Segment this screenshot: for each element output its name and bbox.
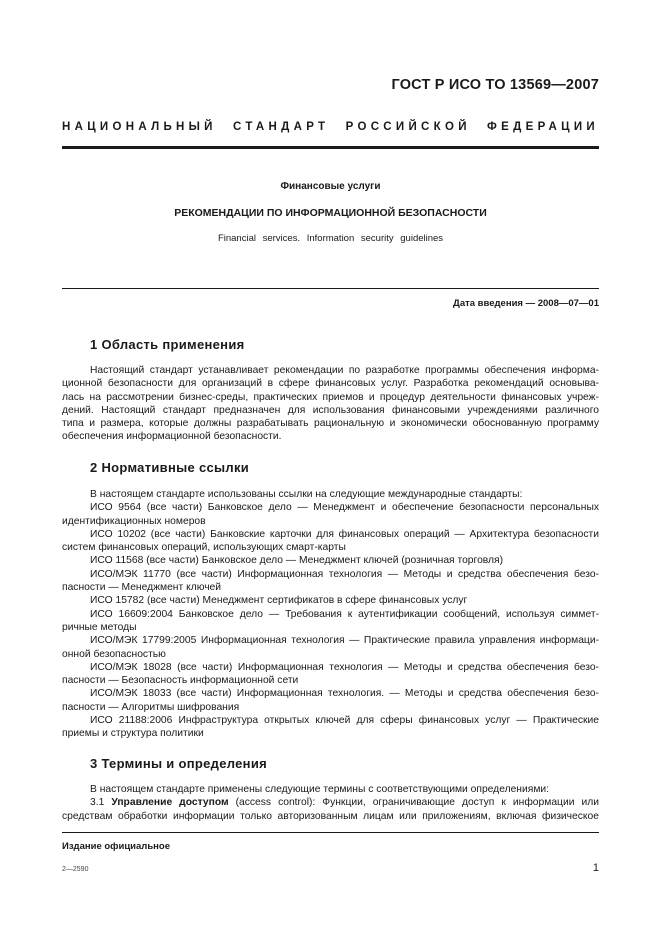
- print-signature: 2—2590: [62, 866, 89, 873]
- introduction-date: Дата введения — 2008—07—01: [453, 298, 599, 309]
- footer-rule: [62, 832, 599, 833]
- reference-line: систем финансовых операций, использующих смарт-карты: [62, 542, 346, 554]
- section-3-heading: 3 Термины и определения: [90, 756, 268, 771]
- document-code: ГОСТ Р ИСО ТО 13569—2007: [391, 77, 599, 93]
- reference-line: приемы и структура политики: [62, 728, 204, 740]
- text-line: типа и размера, которые должны разрабатывать рациональную и экономически обоснованную программу: [62, 418, 599, 430]
- text-line: средствам обработки информации только авторизованным лицам или приложениям, включая физическое: [62, 810, 599, 822]
- text-line: В настоящем стандарте использованы ссылки на следующие международные стандарты:: [90, 489, 523, 500]
- text-line: ционной безопасности для организаций в сфере финансовых услуг. Разработка рекомендаций основыва-: [62, 378, 599, 390]
- reference-line: ИСО 10202 (все части) Банковские карточки для финансовых операций — Архитектура безопасности: [90, 528, 599, 540]
- term-number: 3.1: [90, 797, 105, 809]
- text-line: лась на рассмотрении бизнес-среды, практических приемов и процедур деятельности финансовых учреж-: [62, 391, 599, 403]
- term-definition: (access control): Функции, ограничивающие доступ к информации или: [235, 797, 599, 809]
- reference-line: ИСО/МЭК 11770 (все части) Информационная технология — Методы и средства обеспечения безо-: [90, 568, 599, 580]
- reference-line: ИСО 15782 (все части) Менеджмент сертификатов в сфере финансовых услуг: [90, 595, 468, 607]
- section-3-paragraph: [62, 783, 599, 823]
- title-en: Financial services. Information security guidelines: [217, 233, 444, 244]
- title-ru: РЕКОМЕНДАЦИИ ПО ИНФОРМАЦИОННОЙ БЕЗОПАСНОСТИ: [174, 207, 487, 219]
- reference-line: онной безопасностью: [62, 648, 166, 660]
- reference-line: ИСО/МЭК 18028 (все части) Информационная технология — Методы и средства обеспечения безо-: [90, 661, 599, 673]
- section-1-heading: 1 Область применения: [90, 337, 245, 352]
- reference-line: пасности — Безопасность информационной сети: [62, 675, 299, 687]
- reference-line: ричные методы: [62, 621, 137, 633]
- reference-line: пасности — Алгоритмы шифрования: [62, 701, 240, 713]
- text-line: Настоящий стандарт устанавливает рекомендации по разработке программы обеспечения информа-: [90, 365, 599, 376]
- header-rule: [62, 146, 599, 149]
- reference-line: ИСО 21188:2006 Инфраструктура открытых ключей для сферы финансовых услуг — Практические: [90, 715, 599, 727]
- reference-line: ИСО/МЭК 18033 (все части) Информационная технология. — Методы и средства обеспечения безо-: [90, 688, 599, 700]
- reference-line: ИСО/МЭК 17799:2005 Информационная технология — Практические правила управления информаци-: [90, 635, 599, 647]
- page-number: 1: [592, 862, 599, 874]
- reference-line: пасности — Менеджмент ключей: [62, 582, 222, 594]
- term-line: [62, 796, 599, 809]
- reference-line: ИСО 9564 (все части) Банковское дело — Менеджмент и обеспечение безопасности персональных: [90, 502, 599, 514]
- subtitle-ru: Финансовые услуги: [280, 181, 381, 192]
- section-1-paragraph: [62, 364, 599, 444]
- reference-line: ИСО 16609:2004 Банковское дело — Требования к аутентификации сообщений, используя симмет-: [90, 608, 599, 620]
- text-line: обеспечения информационной безопасности.: [62, 431, 282, 443]
- text-line: В настоящем стандарте применены следующие термины с соответствующими определениями:: [90, 784, 550, 795]
- reference-line: идентификационных номеров: [62, 515, 206, 527]
- term-name: Управление доступом: [111, 797, 229, 809]
- text-line: дений. Настоящий стандарт предназначен для использования финансовыми учреждениями различного: [62, 404, 599, 416]
- section-2-heading: 2 Нормативные ссылки: [90, 460, 250, 475]
- official-edition-label: Издание официальное: [62, 841, 170, 852]
- section-2-paragraph: [62, 488, 599, 741]
- national-standard-title: НАЦИОНАЛЬНЫЙ СТАНДАРТ РОССИЙСКОЙ ФЕДЕРАЦИИ: [62, 121, 599, 133]
- reference-line: ИСО 11568 (все части) Банковское дело — Менеджмент ключей (розничная торговля): [90, 555, 504, 567]
- title-rule: [62, 288, 599, 289]
